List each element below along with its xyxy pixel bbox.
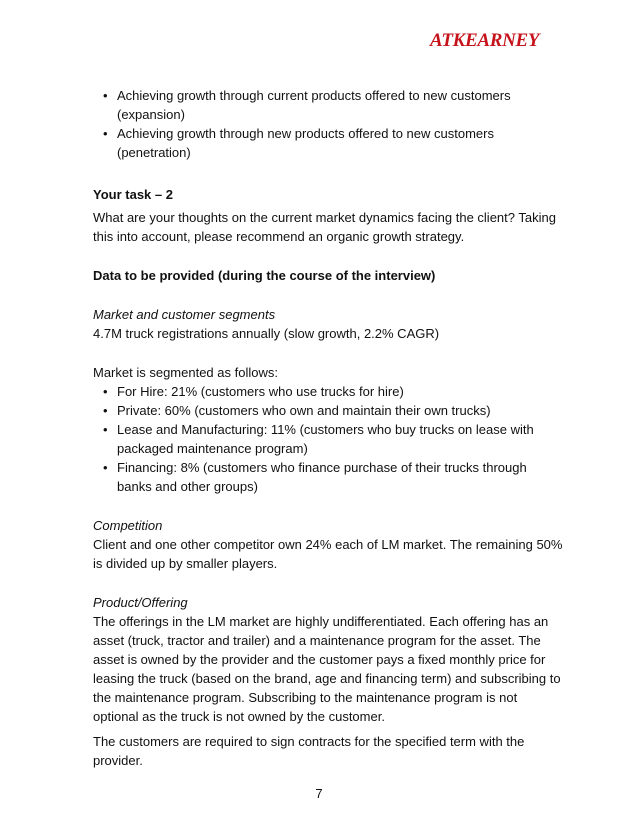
product-text: The offerings in the LM market are highly undifferentiated. Each offering has an asset (truck, tractor and trailer) and a maintenance program for the asset. The asset is owned by the provider and the customer pays a fixed monthly price for leasing the truck (based on the brand, age and financing term) and subscribing to the maintenance program. Subscribing to the maintenance program is not optional as the truck is not owned by the customer. — [93, 614, 561, 724]
segments-intro: Market is segmented as follows: — [93, 365, 278, 380]
market-heading: Market and customer segments — [93, 307, 276, 322]
list-item: • Financing: 8% (customers who finance purchase of their trucks through banks and other groups) — [103, 458, 563, 496]
data-heading: Data to be provided (during the course of the interview) — [93, 268, 436, 283]
competition-heading: Competition — [93, 518, 163, 533]
market-text: 4.7M truck registrations annually (slow growth, 2.2% CAGR) — [93, 326, 440, 341]
list-item: • Achieving growth through new products offered to new customers (penetration) — [103, 124, 563, 162]
product-text-contracts: The customers are required to sign contracts for the specified term with the provider. — [93, 734, 525, 768]
list-item: • Lease and Manufacturing: 11% (customers who buy trucks on lease with packaged maintenance program) — [103, 420, 563, 458]
intro-bullet-list — [93, 86, 563, 162]
page-number: 7 — [315, 786, 323, 801]
list-item: • For Hire: 21% (customers who use trucks for hire) — [103, 382, 563, 401]
company-logo: ATKEARNEY — [430, 30, 540, 51]
task-heading: Your task – 2 — [93, 187, 173, 202]
segment-list — [93, 382, 563, 496]
document-body — [93, 86, 563, 770]
list-item: • Private: 60% (customers who own and maintain their own trucks) — [103, 401, 563, 420]
product-heading: Product/Offering — [93, 595, 188, 610]
list-item: • Achieving growth through current products offered to new customers (expansion) — [103, 86, 563, 124]
competition-text: Client and one other competitor own 24% each of LM market. The remaining 50% is divided up by smaller players. — [93, 537, 563, 571]
task-text: What are your thoughts on the current market dynamics facing the client? Taking this into account, please recommend an organic growth strategy. — [93, 210, 556, 244]
